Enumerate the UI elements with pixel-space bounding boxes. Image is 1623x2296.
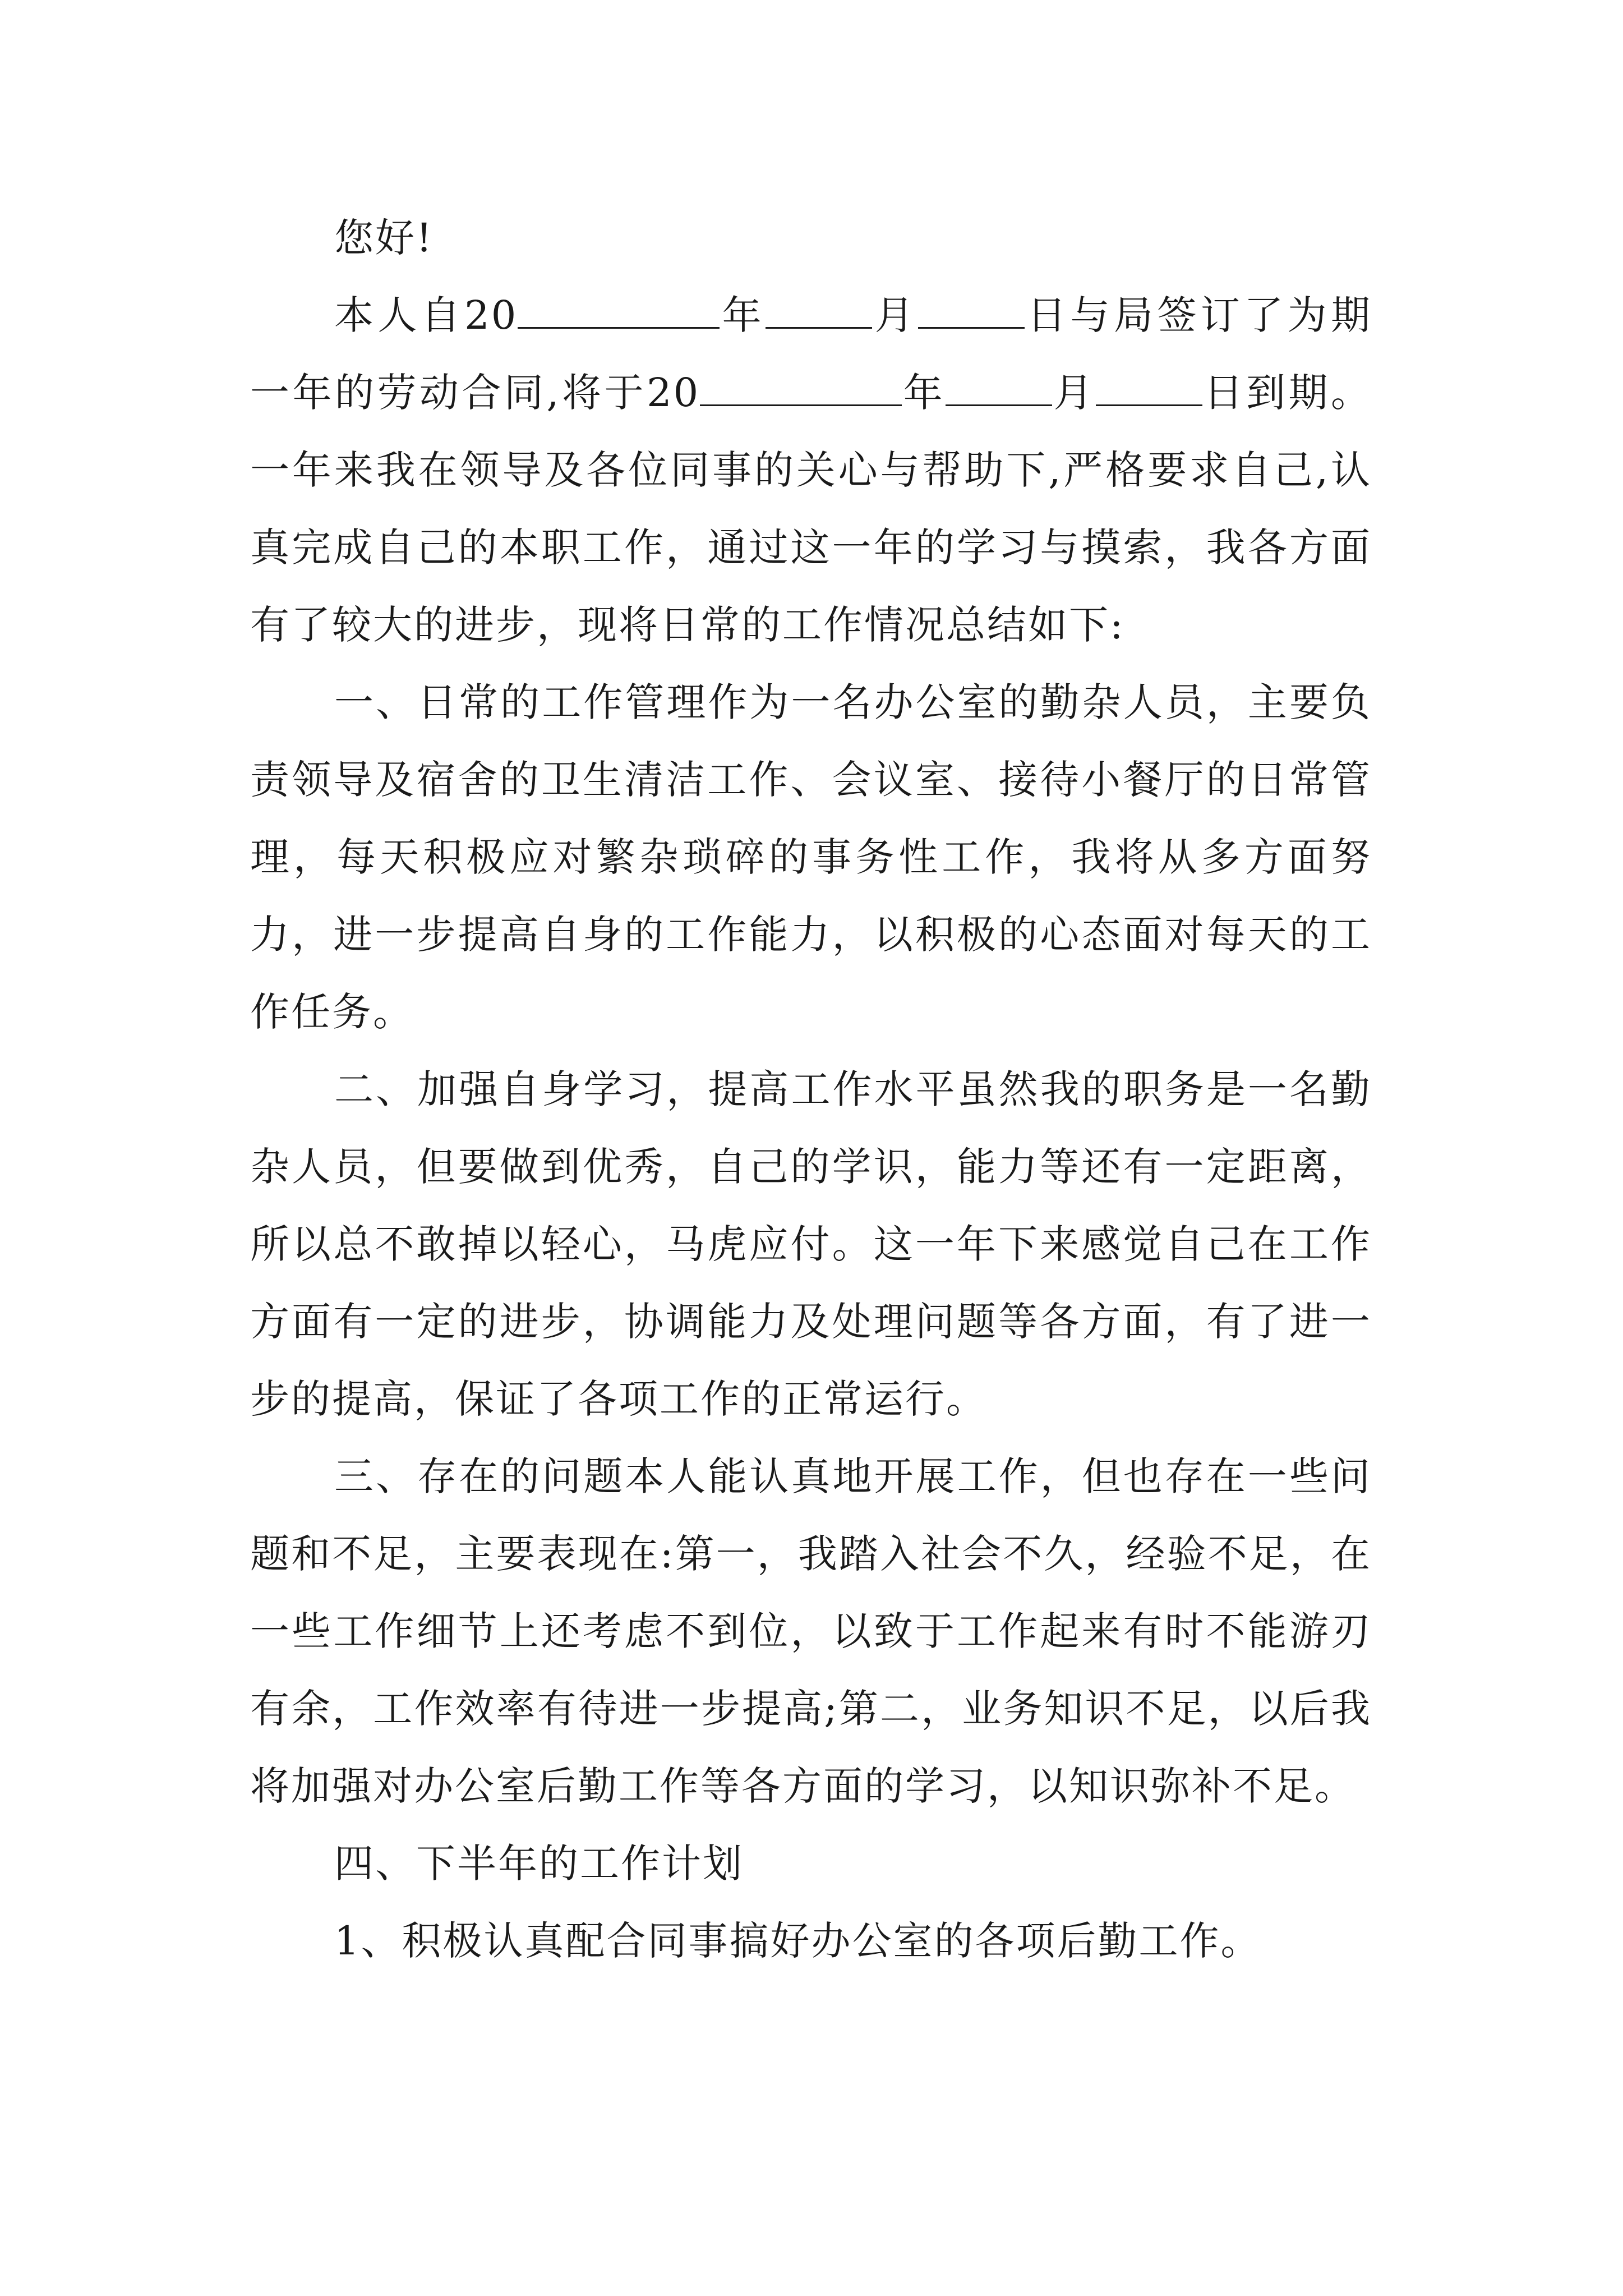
month-blank-2: [946, 372, 1052, 406]
day-blank-1: [918, 295, 1025, 329]
intro-text-6: 月: [1052, 370, 1096, 416]
intro-text-4: 日与局签订了为期一年的劳动合同,将于20: [250, 292, 1372, 416]
intro-text-7: 日到期。一年来我在领导及各位同事的关心与帮助下,严格要求自己,认真完成自己的本职工作，通过这一年的学习与摸索，我各方面有了较大的进步，现将日常的工作情况总结如下:: [250, 370, 1372, 648]
section-3-paragraph: 三、存在的问题本人能认真地开展工作，但也存在一些问题和不足，主要表现在:第一，我踏入社会不久，经验不足，在一些工作细节上还考虑不到位，以致于工作起来有时不能游刃有余，工作效率有待进一步提高;第二，业务知识不足，以后我将加强对办公室后勤工作等各方面的学习，以知识弥补不足。: [250, 1453, 1372, 1809]
intro-text-3: 月: [872, 292, 918, 338]
intro-text-1: 本人自20: [334, 292, 518, 338]
plan-item-1: 1、积极认真配合同事搞好办公室的各项后勤工作。: [334, 1918, 1262, 1964]
intro-paragraph: [250, 277, 1372, 664]
intro-text-5: 年: [902, 370, 946, 416]
section-4-title: 四、下半年的工作计划: [334, 1841, 744, 1887]
intro-text-2: 年: [720, 292, 766, 338]
greeting: 您好!: [334, 215, 434, 261]
month-blank-1: [766, 295, 872, 329]
section-1-paragraph: 一、日常的工作管理作为一名办公室的勤杂人员，主要负责领导及宿舍的卫生清洁工作、会议室、接待小餐厅的日常管理，每天积极应对繁杂琐碎的事务性工作，我将从多方面努力，进一步提高自身的工作能力，以积极的心态面对每天的工作任务。: [250, 679, 1372, 1035]
document-body: [250, 199, 1372, 1980]
section-2-paragraph: 二、加强自身学习，提高工作水平虽然我的职务是一名勤杂人员，但要做到优秀，自己的学识，能力等还有一定距离，所以总不敢掉以轻心，马虎应付。这一年下来感觉自己在工作方面有一定的进步，协调能力及处理问题等各方面，有了进一步的提高，保证了各项工作的正常运行。: [250, 1066, 1372, 1422]
year-blank-1: [518, 295, 720, 329]
day-blank-2: [1096, 372, 1202, 406]
year-blank-2: [700, 372, 902, 406]
